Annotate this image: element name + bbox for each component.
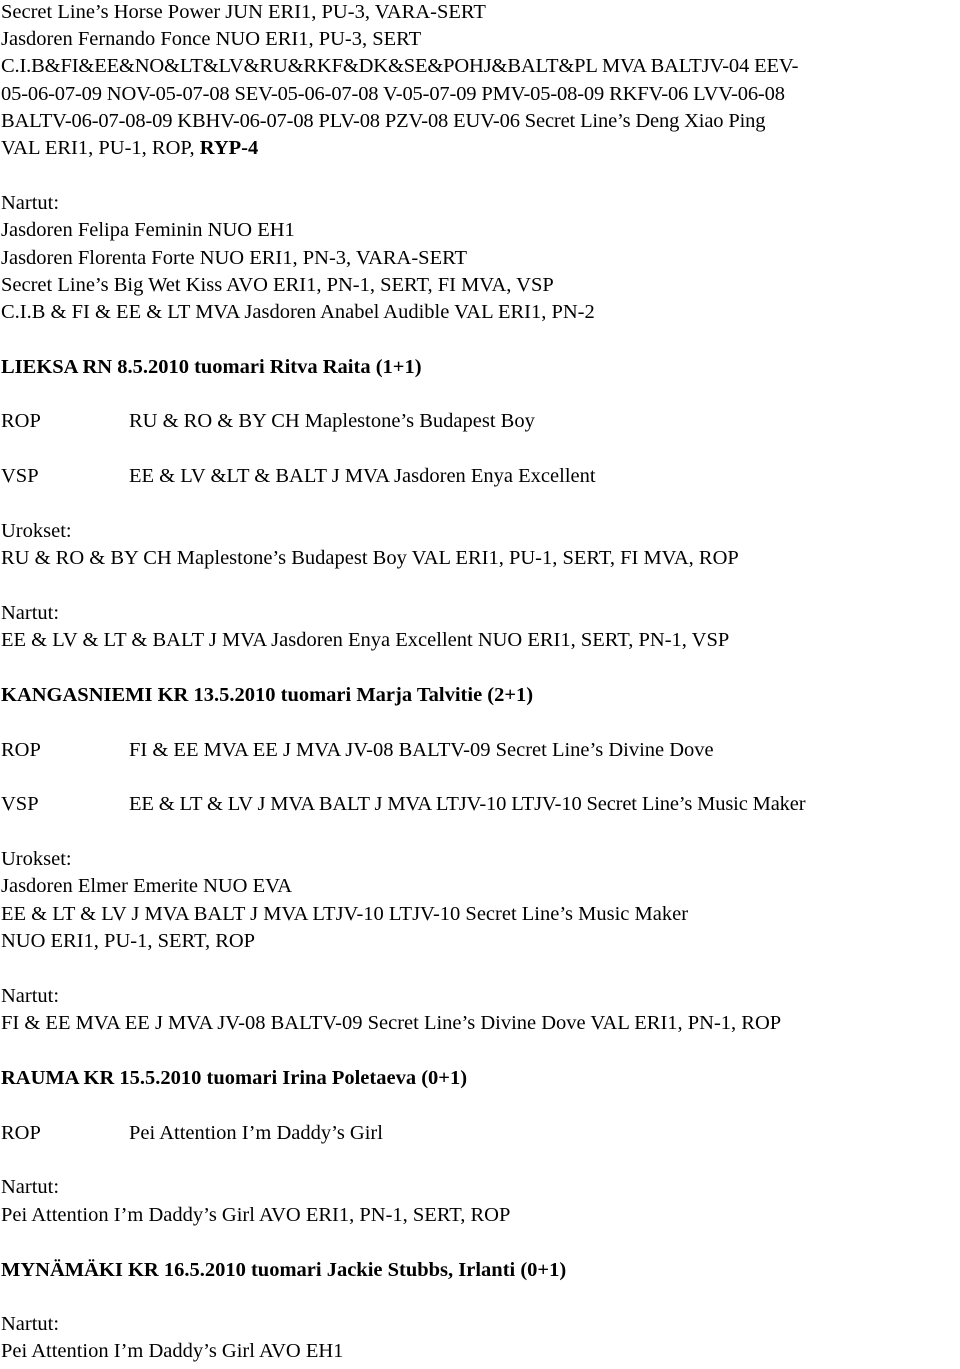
list-item: EE & LV & LT & BALT J MVA Jasdoren Enya Excellent NUO ERI1, SERT, PN-1, VSP: [1, 629, 730, 651]
list-item: Pei Attention I’m Daddy’s Girl AVO EH1: [1, 1340, 344, 1362]
award-label: ROP: [1, 410, 41, 432]
section-label: Nartut:: [1, 1313, 60, 1335]
award-label: VSP: [1, 465, 39, 487]
list-item: Pei Attention I’m Daddy’s Girl AVO ERI1, PN-1, SERT, ROP: [1, 1204, 511, 1226]
award-label: ROP: [1, 1122, 41, 1144]
intro-line: Jasdoren Fernando Fonce NUO ERI1, PU-3, SERT: [1, 28, 422, 50]
list-item: Jasdoren Florenta Forte NUO ERI1, PN-3, VARA-SERT: [1, 247, 468, 269]
list-item: Secret Line’s Big Wet Kiss AVO ERI1, PN-1, SERT, FI MVA, VSP: [1, 274, 554, 296]
show-heading: MYNÄMÄKI KR 16.5.2010 tuomari Jackie Stubbs, Irlanti (0+1): [1, 1259, 567, 1281]
intro-line: 05-06-07-09 NOV-05-07-08 SEV-05-06-07-08 V-05-07-09 PMV-05-08-09 RKFV-06 LVV-06-08: [1, 83, 785, 105]
award-label: ROP: [1, 739, 41, 761]
award-value: FI & EE MVA EE J MVA JV-08 BALTV-09 Secret Line’s Divine Dove: [129, 739, 714, 761]
list-item: NUO ERI1, PU-1, SERT, ROP: [1, 930, 256, 952]
intro-line: C.I.B&FI&EE&NO&LT&LV&RU&RKF&DK&SE&POHJ&BALT&PL MVA BALTJV-04 EEV-: [1, 55, 799, 77]
show-heading: KANGASNIEMI KR 13.5.2010 tuomari Marja Talvitie (2+1): [1, 684, 534, 706]
section-label: Nartut:: [1, 1176, 60, 1198]
list-item: FI & EE MVA EE J MVA JV-08 BALTV-09 Secret Line’s Divine Dove VAL ERI1, PN-1, ROP: [1, 1012, 782, 1034]
award-value: EE & LV &LT & BALT J MVA Jasdoren Enya Excellent: [129, 465, 596, 487]
intro-line-text: VAL ERI1, PU-1, ROP,: [1, 137, 200, 159]
award-value: EE & LT & LV J MVA BALT J MVA LTJV-10 LTJV-10 Secret Line’s Music Maker: [129, 793, 806, 815]
intro-bold-title: RYP-4: [199, 137, 259, 159]
intro-line-last: [1, 138, 258, 159]
intro-line: BALTV-06-07-08-09 KBHV-06-07-08 PLV-08 PZV-08 EUV-06 Secret Line’s Deng Xiao Ping: [1, 110, 766, 132]
list-item: RU & RO & BY CH Maplestone’s Budapest Boy VAL ERI1, PU-1, SERT, FI MVA, ROP: [1, 547, 739, 569]
section-label: Nartut:: [1, 602, 60, 624]
award-value: RU & RO & BY CH Maplestone’s Budapest Boy: [129, 410, 535, 432]
section-label: Nartut:: [1, 192, 60, 214]
list-item: Jasdoren Felipa Feminin NUO EH1: [1, 219, 295, 241]
list-item: Jasdoren Elmer Emerite NUO EVA: [1, 875, 293, 897]
show-heading: RAUMA KR 15.5.2010 tuomari Irina Poletaeva (0+1): [1, 1067, 468, 1089]
show-heading: LIEKSA RN 8.5.2010 tuomari Ritva Raita (1+1): [1, 356, 422, 378]
list-item: C.I.B & FI & EE & LT MVA Jasdoren Anabel Audible VAL ERI1, PN-2: [1, 301, 595, 323]
section-label: Nartut:: [1, 985, 60, 1007]
award-value: Pei Attention I’m Daddy’s Girl: [129, 1122, 383, 1144]
award-label: VSP: [1, 793, 39, 815]
intro-line: Secret Line’s Horse Power JUN ERI1, PU-3, VARA-SERT: [1, 1, 486, 23]
list-item: EE & LT & LV J MVA BALT J MVA LTJV-10 LTJV-10 Secret Line’s Music Maker: [1, 903, 689, 925]
section-label: Urokset:: [1, 848, 72, 870]
section-label: Urokset:: [1, 520, 72, 542]
